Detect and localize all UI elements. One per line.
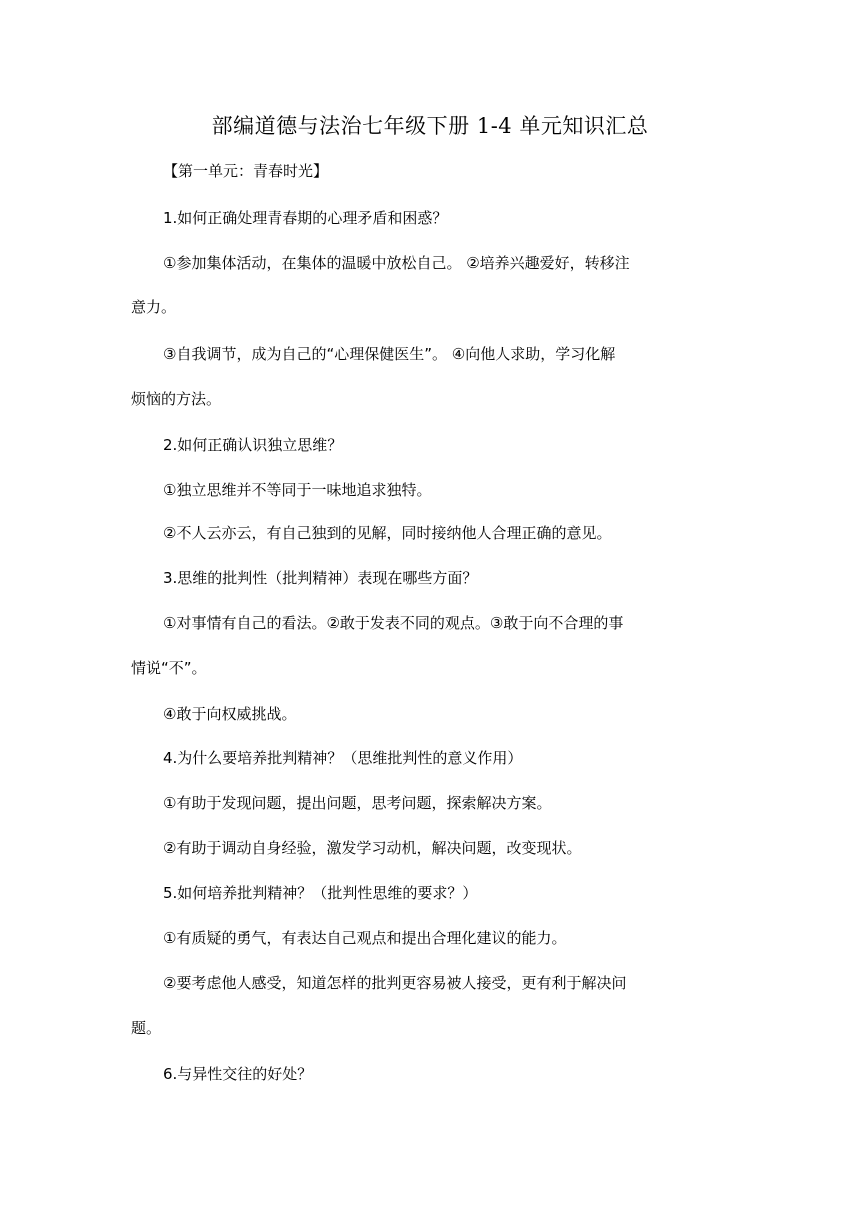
paragraph-line: ①有质疑的勇气，有表达自己观点和提出合理化建议的能力。: [163, 929, 567, 947]
paragraph-line: 情说“不”。: [131, 659, 207, 677]
question-heading: 2.如何正确认识独立思维？: [163, 436, 343, 454]
paragraph-line: ②不人云亦云，有自己独到的见解，同时接纳他人合理正确的意见。: [163, 524, 612, 542]
question-heading: 3.思维的批判性（批判精神）表现在哪些方面？: [163, 569, 478, 587]
paragraph-line: ①对事情有自己的看法。②敢于发表不同的观点。③敢于向不合理的事: [163, 614, 624, 632]
question-heading: 5.如何培养批判精神？（批判性思维的要求？）: [163, 884, 478, 902]
paragraph-line: ④敢于向权威挑战。: [163, 705, 297, 723]
paragraph-line: ②要考虑他人感受，知道怎样的批判更容易被人接受，更有利于解决问: [163, 974, 627, 992]
paragraph-line: ③自我调节，成为自己的“心理保健医生”。 ④向他人求助，学习化解: [163, 345, 616, 363]
paragraph-line: ②有助于调动自身经验，激发学习动机，解决问题，改变现状。: [163, 839, 582, 857]
question-heading: 6.与异性交往的好处？: [163, 1065, 313, 1083]
paragraph-line: 题。: [131, 1019, 162, 1037]
paragraph-line: ①参加集体活动，在集体的温暖中放松自己。 ②培养兴趣爱好，转移注: [163, 254, 630, 272]
paragraph-line: 意力。: [131, 298, 177, 316]
paragraph-line: ①独立思维并不等同于一味地追求独特。: [163, 481, 432, 499]
question-heading: 4.为什么要培养批判精神？（思维批判性的意义作用）: [163, 749, 523, 767]
paragraph-line: ①有助于发现问题，提出问题，思考问题，探索解决方案。: [163, 794, 552, 812]
document-title: 部编道德与法治七年级下册 1-4 单元知识汇总: [211, 114, 649, 138]
question-heading: 1.如何正确处理青春期的心理矛盾和困惑？: [163, 209, 448, 227]
paragraph-line: 烦恼的方法。: [131, 390, 222, 408]
unit-heading: 【第一单元：青春时光】: [163, 162, 329, 180]
